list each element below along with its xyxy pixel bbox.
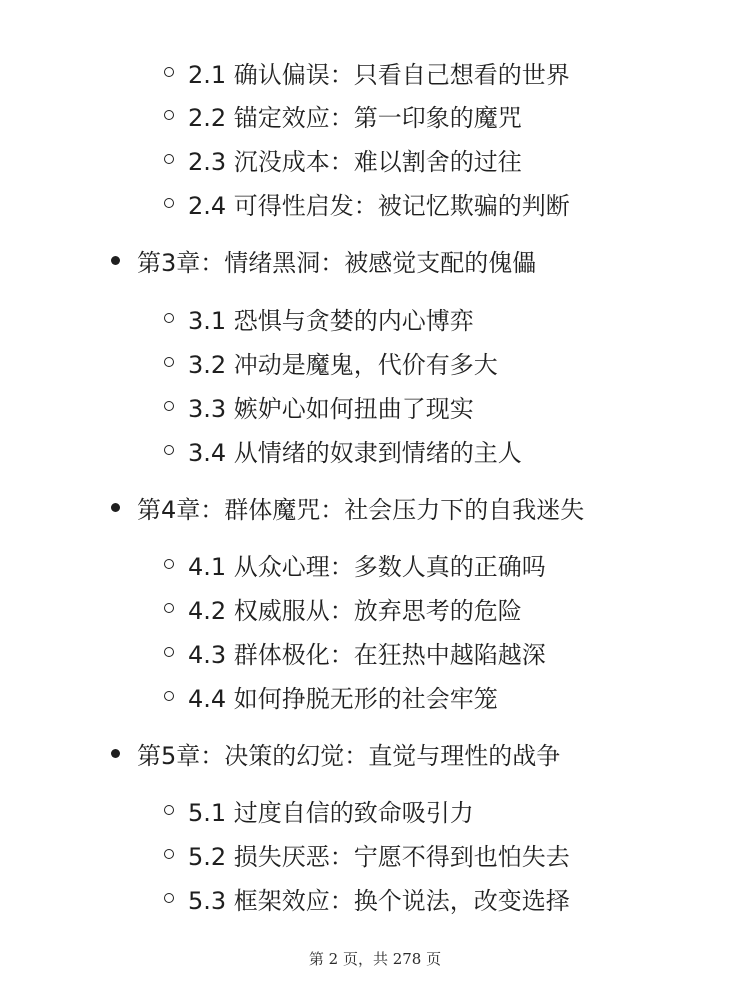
hollow-bullet-icon	[164, 357, 174, 367]
hollow-bullet-icon	[164, 691, 174, 701]
toc-entry-text: 2.3 沉没成本：难以割舍的过往	[188, 147, 522, 176]
toc-chapter-text: 第5章：决策的幻觉：直觉与理性的战争	[137, 741, 561, 770]
toc-chapter-5	[0, 733, 560, 773]
toc-entry-3-4	[0, 430, 522, 470]
toc-entry-text: 4.2 权威服从：放弃思考的危险	[188, 596, 522, 625]
toc-chapter-text: 第4章：群体魔咒：社会压力下的自我迷失	[137, 495, 585, 524]
toc-entry-text: 3.3 嫉妒心如何扭曲了现实	[188, 394, 474, 423]
toc-entry-5-1	[0, 790, 474, 830]
toc-entry-text: 3.2 冲动是魔鬼，代价有多大	[188, 350, 498, 379]
toc-chapter-4	[0, 487, 584, 527]
toc-entry-4-2	[0, 588, 522, 628]
page-number-footer: 第 2 页，共 278 页	[308, 950, 442, 968]
hollow-bullet-icon	[164, 647, 174, 657]
toc-entry-text: 3.1 恐惧与贪婪的内心博弈	[188, 306, 474, 335]
hollow-bullet-icon	[164, 849, 174, 859]
toc-entry-text: 5.1 过度自信的致命吸引力	[188, 798, 474, 827]
toc-entry-4-1	[0, 544, 546, 584]
toc-entry-text: 4.1 从众心理：多数人真的正确吗	[188, 552, 546, 581]
toc-entry-text: 4.3 群体极化：在狂热中越陷越深	[188, 640, 546, 669]
hollow-bullet-icon	[164, 559, 174, 569]
toc-entry-text: 5.3 框架效应：换个说法，改变选择	[188, 886, 570, 915]
hollow-bullet-icon	[164, 313, 174, 323]
toc-chapter-3	[0, 240, 536, 280]
hollow-bullet-icon	[164, 445, 174, 455]
filled-bullet-icon	[111, 256, 120, 265]
toc-entry-2-2	[0, 95, 522, 135]
hollow-bullet-icon	[164, 154, 174, 164]
toc-entry-3-2	[0, 342, 498, 382]
toc-entry-5-3	[0, 878, 570, 918]
toc-entry-2-3	[0, 139, 522, 179]
toc-entry-text: 4.4 如何挣脱无形的社会牢笼	[188, 684, 498, 713]
toc-entry-4-3	[0, 632, 546, 672]
toc-entry-3-3	[0, 386, 474, 426]
toc-entry-text: 2.2 锚定效应：第一印象的魔咒	[188, 103, 522, 132]
toc-entry-text: 3.4 从情绪的奴隶到情绪的主人	[188, 438, 522, 467]
toc-entry-text: 5.2 损失厌恶：宁愿不得到也怕失去	[188, 842, 570, 871]
toc-entry-5-2	[0, 834, 570, 874]
toc-entry-text: 2.4 可得性启发：被记忆欺骗的判断	[188, 191, 570, 220]
filled-bullet-icon	[111, 503, 120, 512]
hollow-bullet-icon	[164, 67, 174, 77]
hollow-bullet-icon	[164, 603, 174, 613]
toc-entry-4-4	[0, 676, 498, 716]
toc-entry-text: 2.1 确认偏误：只看自己想看的世界	[188, 60, 570, 89]
toc-entry-3-1	[0, 298, 474, 338]
hollow-bullet-icon	[164, 893, 174, 903]
toc-entry-2-1	[0, 52, 570, 92]
filled-bullet-icon	[111, 749, 120, 758]
toc-entry-2-4	[0, 183, 570, 223]
hollow-bullet-icon	[164, 805, 174, 815]
hollow-bullet-icon	[164, 198, 174, 208]
hollow-bullet-icon	[164, 110, 174, 120]
toc-chapter-text: 第3章：情绪黑洞：被感觉支配的傀儡	[137, 248, 537, 277]
hollow-bullet-icon	[164, 401, 174, 411]
